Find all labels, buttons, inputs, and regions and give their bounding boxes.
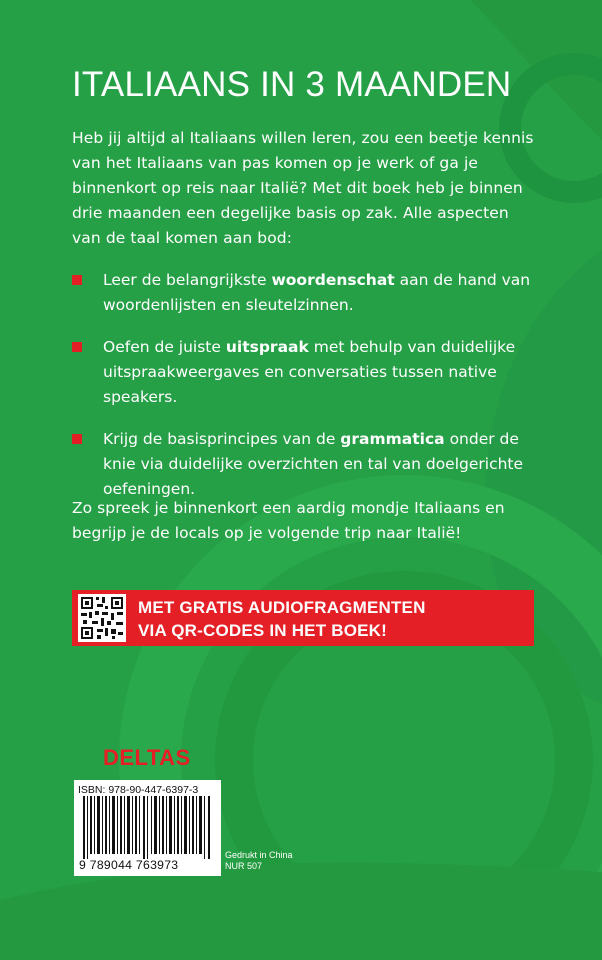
audio-banner bbox=[72, 590, 534, 646]
audio-banner-line-2: VIA QR-CODES IN HET BOEK! bbox=[138, 621, 387, 640]
audio-banner-line-1: MET GRATIS AUDIOFRAGMENTEN bbox=[138, 598, 426, 617]
publisher-logo: DELTAS bbox=[103, 745, 191, 770]
feature-text bbox=[103, 271, 530, 314]
printed-in: Gedrukt in China bbox=[225, 850, 293, 860]
barcode-number: 9 789044 763973 bbox=[79, 858, 179, 872]
page-title: ITALIAANS IN 3 MAANDEN bbox=[72, 65, 512, 104]
audio-banner-text bbox=[138, 596, 518, 642]
feature-text-before: Krijg de basisprincipes van de bbox=[103, 430, 341, 448]
feature-item-vocabulary bbox=[72, 268, 542, 318]
isbn-text: ISBN: 978-90-447-6397-3 bbox=[78, 784, 199, 796]
feature-text-before: Leer de belangrijkste bbox=[103, 271, 272, 289]
intro-paragraph: Heb jij altijd al Italiaans willen leren, zou een beetje kennis van het Italiaans van pas komen op je werk of ga je binnenkort op reis naar Italië? Met dit boek heb je binnen drie maanden een degelijke basis op zak. Alle aspecten van de taal komen aan bod: bbox=[72, 129, 534, 247]
feature-text-after: aan de hand van woordenlijsten en sleutelzinnen. bbox=[103, 271, 531, 314]
feature-text-before: Oefen de juiste bbox=[103, 338, 226, 356]
feature-text bbox=[103, 430, 523, 498]
feature-text-after: met behulp van duidelijke uitspraakweergaves en conversaties tussen native speakers. bbox=[103, 338, 516, 406]
barcode-panel bbox=[74, 780, 221, 876]
barcode-icon bbox=[78, 796, 218, 861]
feature-list bbox=[72, 268, 542, 519]
feature-highlight: grammatica bbox=[340, 430, 445, 448]
feature-item-grammar bbox=[72, 427, 542, 502]
feature-text bbox=[103, 338, 515, 406]
qr-code-icon bbox=[78, 594, 126, 642]
red-square-icon bbox=[72, 434, 82, 444]
print-info bbox=[225, 850, 315, 872]
feature-text-after: onder de knie via duidelijke overzichten en tal van doelgerichte oefeningen. bbox=[103, 430, 524, 498]
feature-item-pronunciation bbox=[72, 335, 542, 410]
red-square-icon bbox=[72, 275, 82, 285]
feature-highlight: woordenschat bbox=[271, 271, 395, 289]
outro-paragraph: Zo spreek je binnenkort een aardig mondje Italiaans en begrijp je de locals op je volgende trip naar Italië! bbox=[72, 499, 505, 542]
feature-highlight: uitspraak bbox=[225, 338, 309, 356]
red-square-icon bbox=[72, 342, 82, 352]
nur-code: NUR 507 bbox=[225, 861, 263, 871]
